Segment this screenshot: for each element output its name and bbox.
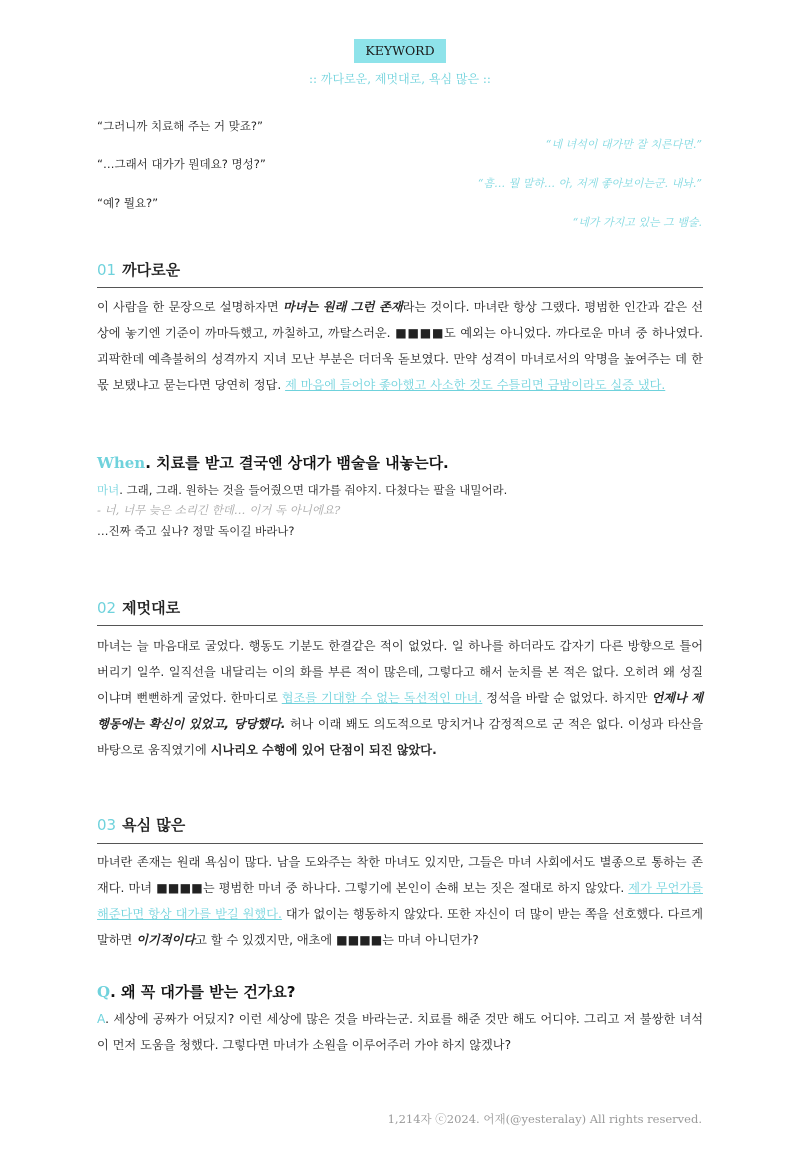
section-title-01	[97, 259, 180, 280]
section-paragraph	[97, 849, 703, 953]
section-heading: 제멋대로	[122, 599, 181, 617]
when-heading	[97, 452, 449, 473]
question-heading	[97, 981, 296, 1002]
text-run: 대가 없이는 행동하지 않았다. 또한 자신이 더 많이 받는 쪽을 선호했다. 다르게 말하면	[97, 907, 703, 947]
emphasis-text: 마녀는 원래 그런 존재	[282, 300, 403, 314]
question-label: Q	[97, 983, 111, 1001]
when-line: - 너, 너무 늦은 소리긴 한데… 이거 독 아니에요?	[97, 503, 341, 517]
section-title-02	[97, 597, 180, 618]
highlight-text: 협조를 기대할 수 없는 독선적인 마녀.	[281, 691, 483, 705]
answer-paragraph	[97, 1006, 703, 1058]
text-run: 이 사람을 한 문장으로 설명하자면	[97, 300, 283, 314]
dialogue-line: “그러니까 치료해 주는 거 맞죠?”	[97, 119, 263, 133]
section-divider	[97, 287, 703, 288]
dialogue-line: “예? 뭘요?”	[97, 196, 159, 210]
keyword-badge: KEYWORD	[354, 39, 446, 63]
when-label: When	[97, 454, 146, 472]
section-number: 02	[97, 599, 117, 617]
emphasis-text: 이기적이다	[136, 933, 196, 947]
section-heading: 까다로운	[122, 261, 181, 279]
text-run: . 그래, 그래. 원하는 것을 들어줬으면 대가를 줘야지. 다쳤다는 팔을 내밀어라.	[119, 483, 508, 497]
bold-text: 시나리오 수행에 있어 단점이 되진 않았다.	[210, 743, 437, 757]
section-heading: 욕심 많은	[122, 816, 186, 834]
section-paragraph	[97, 294, 703, 398]
text-run: 마녀란 존재는 원래 욕심이 많다. 남을 도와주는 착한 마녀도 있지만, 그들은 마녀 사회에서도 별종으로 통하는 존재다. 마녀 ■■■■는 평범한 마녀 중 하나다. 그렇기에 본인이 손해 보는 짓은 절대로 하지 않았다.	[97, 855, 703, 895]
section-divider	[97, 625, 703, 626]
question-text: . 왜 꼭 대가를 받는 건가요?	[110, 983, 296, 1001]
highlight-text: 제 마음에 들어야 좋아했고 사소한 것도 수틀리면 금밤이라도 실증 냈다.	[285, 378, 666, 392]
keyword-list: :: 까다로운, 제멋대로, 욕심 많은 ::	[309, 72, 491, 86]
section-title-03	[97, 814, 185, 835]
text-run: 마녀는 늘 마음대로 굴었다. 행동도 기분도 한결같은 적이 없었다. 일 하나를 하더라도 갑자기 다른 방향으로 틀어버리기 일쑤. 일직선을 내달리는 이의 화를 부른 적이 많은데, 그렇다고 해서 눈치를 본 적은 없다. 오히려 왜 성질이냐며 뻔뻔하게 굴었다. 한마디로	[97, 639, 703, 705]
text-run: 허나 이래 봬도 의도적으로 망치거나 감정적으로 군 적은 없다. 이성과 타산을 바탕으로 움직였기에	[97, 717, 703, 757]
footer-credit: 1,214자 ⓒ2024. 어재(@yesteralay) All rights reserved.	[387, 1112, 702, 1126]
when-title: . 치료를 받고 결국엔 상대가 뱀술을 내놓는다.	[145, 454, 449, 472]
highlight-text: 제가 무언가를 해준다면 항상 대가를 받길 원했다.	[97, 881, 703, 921]
dialogue-line: “…그래서 대가가 뭔데요? 명성?”	[97, 157, 266, 171]
when-line	[97, 482, 507, 498]
when-line: …진짜 죽고 싶나? 정말 독이길 바라나?	[97, 524, 295, 538]
section-number: 01	[97, 261, 117, 279]
text-run: 정석을 바랄 순 없었다. 하지만	[482, 691, 652, 705]
text-run: 고 할 수 있겠지만, 애초에 ■■■■는 마녀 아니던가?	[195, 933, 479, 947]
answer-label: A	[97, 1012, 106, 1026]
dialogue-line: “흠… 뭘 말하… 아, 저게 좋아보이는군. 내놔.”	[477, 177, 702, 190]
answer-text: . 세상에 공짜가 어딨지? 이런 세상에 많은 것을 바라는군. 치료를 해준 것만 해도 어디야. 그리고 저 불쌍한 녀석이 먼저 도움을 청했다. 그렇다면 마녀가 소원을 이루어주러 가야 하지 않겠나?	[97, 1012, 703, 1052]
dialogue-line: “네가 가지고 있는 그 뱀술.	[572, 216, 702, 229]
emphasis-text: 언제나 제 행동에는 확신이 있었고, 당당했다.	[97, 691, 703, 731]
text-run: 라는 것이다. 마녀란 항상 그랬다. 평범한 인간과 같은 선상에 놓기엔 기준이 까마득했고, 까칠하고, 까탈스러운. ■■■■도 예외는 아니었다. 까다로운 마녀 중 하나였다. 괴팍한데 예측불허의 성격까지 지녀 모난 부분은 더더욱 돋보였다. 만약 성격이 마녀로서의 악명을 높여주는 데 한몫 보탰냐고 묻는다면 당연히 정답.	[97, 300, 704, 392]
dialogue-line: “네 녀석이 대가만 잘 치른다면.”	[545, 138, 702, 151]
section-paragraph	[97, 633, 703, 763]
speaker-label: 마녀	[97, 483, 120, 497]
section-number: 03	[97, 816, 117, 834]
section-divider	[97, 843, 703, 844]
